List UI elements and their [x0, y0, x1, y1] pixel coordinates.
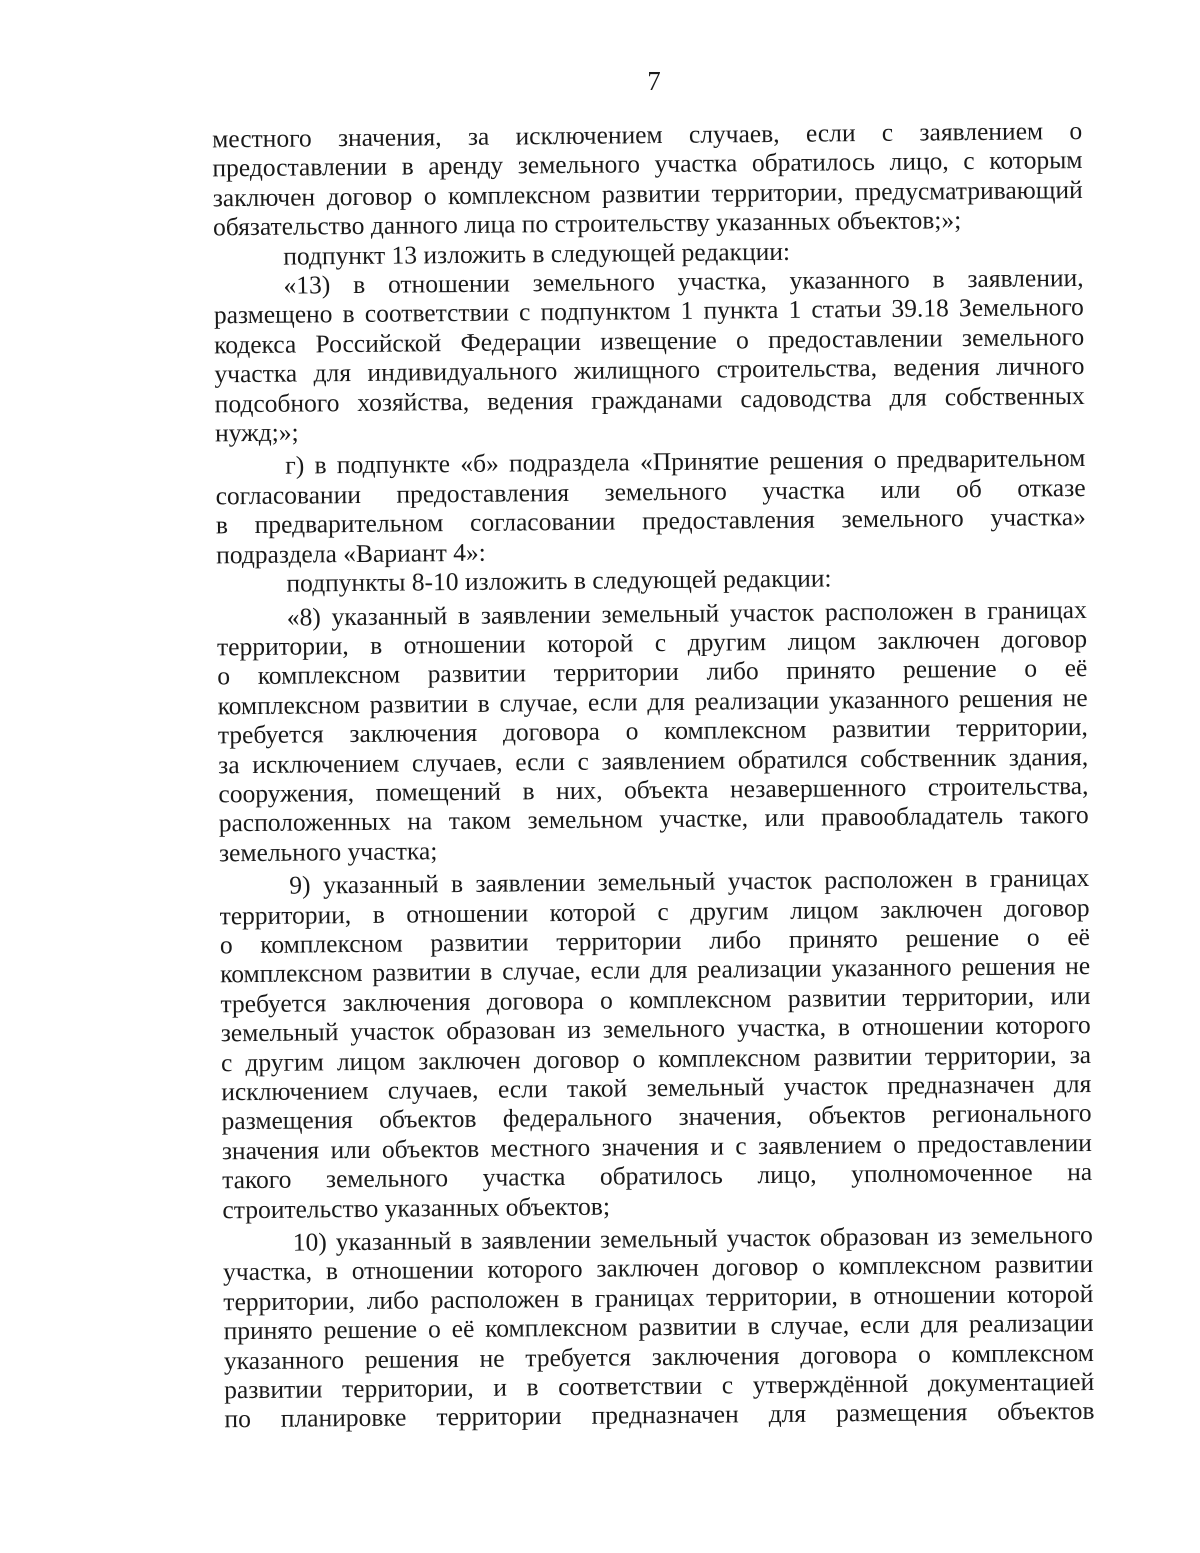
document-line: расположенных на таком земельном участке, или правообладатель такого [218, 800, 1089, 838]
document-line: обязательство данного лица по строительству указанных объектов;»; [212, 205, 962, 242]
document-line: сооружения, помещений в них, объекта незавершенного строительства, [218, 770, 1089, 809]
document-line: 10) указанный в заявлении земельный участок образован из земельного [292, 1219, 1093, 1257]
document-line: 9) указанный в заявлении земельный участок расположен в границах [289, 863, 1090, 900]
document-line: такого земельного участка обратилось лицо, уполномоченное на [222, 1157, 1093, 1195]
document-line: исключением случаев, если такой земельный участок предназначен для [221, 1068, 1092, 1107]
document-line: за исключением случаев, если с заявлением обратился собственник здания, [218, 741, 1089, 779]
document-line: требуется заключения договора о комплексном развитии территории, или [220, 980, 1091, 1019]
document-line: территории, в отношении которой с другим лицом заключен договор [216, 623, 1088, 662]
page-number: 7 [647, 66, 661, 96]
document-line: принято решение о её комплексном развитии в случае, если для реализации [223, 1308, 1094, 1346]
document-line: требуется заключения договора о комплексном развитии территории, [217, 712, 1089, 750]
document-line: территории, либо расположен в границах территории, в отношении которой [223, 1278, 1094, 1317]
document-line: строительство указанных объектов; [222, 1191, 611, 1224]
document-line: размещения объектов федерального значения, объектов регионального [221, 1098, 1092, 1136]
document-line: земельного участка; [218, 835, 438, 868]
document-line: подпункты 8-10 изложить в следующей редакции: [286, 563, 832, 598]
document-line: заключен договор о комплексном развитии территории, предусматривающий [212, 174, 1083, 213]
document-line: «8) указанный в заявлении земельный участок расположен в границах [286, 594, 1087, 632]
document-body [212, 116, 1095, 1434]
document-line: по планировке территории предназначен для размещения объектов [224, 1396, 1095, 1434]
document-line: значения или объектов местного значения и с заявлением о предоставлении [221, 1127, 1092, 1166]
document-line: земельный участок образован из земельного участка, в отношении которого [220, 1010, 1091, 1048]
document-line: «13) в отношении земельного участка, указанного в заявлении, [283, 263, 1084, 300]
document-line: предоставлении в аренду земельного участка обратилось лицо, с которым [212, 145, 1083, 183]
document-line: территории, в отношении которой с другим лицом заключен договор [219, 892, 1090, 930]
document-line: участка, в отношении которого заключен договор о комплексном развитии [222, 1249, 1094, 1287]
document-line: указанного решения не требуется заключения договора о комплексном [223, 1337, 1095, 1375]
document-line: подраздела «Вариант 4»: [216, 537, 486, 570]
document-line: развитии территории, и в соответствии с утверждённой документацией [224, 1367, 1095, 1405]
document-line: в предварительном согласовании предоставления земельного участка» [215, 502, 1086, 540]
document-line: местного значения, за исключением случаев, если с заявлением о [212, 116, 1083, 154]
document-line: с другим лицом заключен договор о комплексном развитии территории, за [220, 1039, 1092, 1077]
document-line: о комплексном развитии территории либо принято решение о её [219, 921, 1091, 960]
document-line: подпункт 13 изложить в следующей редакции: [283, 236, 791, 271]
document-line: согласовании предоставления земельного участка или об отказе [215, 472, 1086, 511]
document-line: нужд;»; [214, 417, 299, 448]
document-line: комплексном развитии в случае, если для реализации указанного решения не [217, 682, 1088, 721]
document-line: участка для индивидуального жилищного строительства, ведения личного [214, 351, 1085, 389]
document-line: г) в подпункте «б» подраздела «Принятие решения о предварительном [285, 443, 1086, 481]
document-line: о комплексном развитии территории либо принято решение о её [217, 653, 1088, 691]
document-line: комплексном развитии в случае, если для реализации указанного решения не [220, 951, 1091, 989]
document-line: кодекса Российской Федерации извещение о предоставлении земельного [214, 321, 1085, 360]
document-line: размещено в соответствии с подпунктом 1 пункта 1 статьи 39.18 Земельного [213, 292, 1084, 330]
document-line: подсобного хозяйства, ведения гражданами садоводства для собственных [214, 380, 1085, 418]
